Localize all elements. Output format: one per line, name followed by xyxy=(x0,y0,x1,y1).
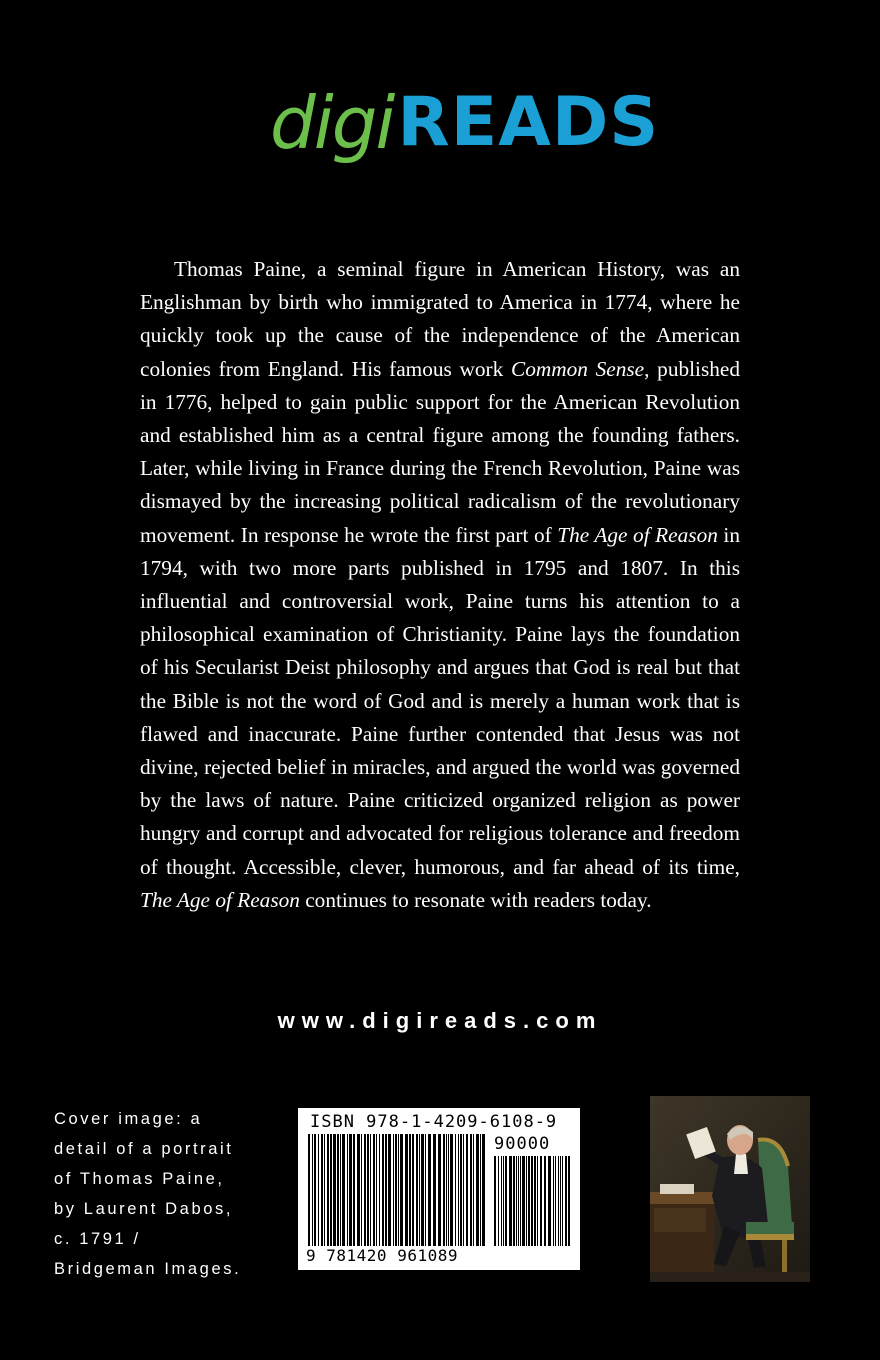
barcode-bar xyxy=(416,1134,418,1246)
barcode-addon-bar xyxy=(548,1156,551,1246)
credit-line: Cover image: a xyxy=(54,1110,203,1128)
barcode-bar xyxy=(433,1134,436,1246)
blurb-part-3: in 1794, with two more parts published in 1795 and 1807. In this influential and controversial work, Paine turns his attention to a philosophical examination of Christianity. Paine lays the foundation of his Secularist Deist philosophy and argues that God is real but that the Bible is not the word of God and is merely a human work that is flawed and inaccurate. Paine further contended that Jesus was not divine, rejected belief in miracles, and argued the world was governed by the laws of nature. Paine criticized organized religion as power hungry and corrupt and advocated for religious tolerance and freedom of thought. Accessible, clever, humorous, and far ahead of its time, xyxy=(140,522,740,879)
barcode-bar xyxy=(405,1134,408,1246)
barcode-bar xyxy=(353,1134,355,1246)
credit-line: c. 1791 / xyxy=(54,1230,141,1248)
barcode-bar xyxy=(370,1134,371,1246)
barcode-bar xyxy=(425,1134,426,1246)
barcode-bar xyxy=(308,1134,310,1246)
barcode-bar xyxy=(482,1134,485,1246)
barcode-bar xyxy=(428,1134,431,1246)
barcode-addon-bar xyxy=(498,1156,499,1246)
barcode-addon-bar xyxy=(509,1156,512,1246)
barcode-bar xyxy=(379,1134,380,1246)
barcode-bar xyxy=(450,1134,453,1246)
barcode-bar xyxy=(373,1134,375,1246)
barcode-bar xyxy=(333,1134,336,1246)
website-url: www.digireads.com xyxy=(277,1008,603,1033)
barcode-bar xyxy=(357,1134,360,1246)
barcode-bar xyxy=(382,1134,384,1246)
barcode-bar xyxy=(443,1134,445,1246)
blurb-title-age-of-reason: The Age of Reason xyxy=(557,522,718,547)
barcode-bar xyxy=(388,1134,391,1246)
barcode-bar xyxy=(327,1134,329,1246)
barcode-addon-bar xyxy=(503,1156,504,1246)
barcode-bar xyxy=(400,1134,403,1246)
logo-reads-text: READS xyxy=(397,83,660,162)
credit-line: detail of a portrait xyxy=(54,1140,234,1158)
barcode-bar xyxy=(395,1134,397,1246)
barcode-addon-bar xyxy=(531,1156,533,1246)
barcode-addon-bar xyxy=(560,1156,561,1246)
barcode-bar xyxy=(448,1134,449,1246)
barcode-bar xyxy=(337,1134,339,1246)
barcode-addon-bar xyxy=(565,1156,567,1246)
barcode-addon-bar xyxy=(516,1156,517,1246)
barcode-bar xyxy=(340,1134,341,1246)
barcode-bar xyxy=(324,1134,325,1246)
barcode-bar xyxy=(361,1134,362,1246)
barcode-addon-bar xyxy=(555,1156,556,1246)
barcode-bar xyxy=(314,1134,316,1246)
barcode-bar xyxy=(347,1134,348,1246)
barcode-number: 9 781420 961089 xyxy=(306,1246,458,1265)
barcode-bar xyxy=(458,1134,459,1246)
barcode-addon-bar xyxy=(534,1156,536,1246)
isbn-label: ISBN 978-1-4209-6108-9 xyxy=(310,1112,558,1132)
isbn-barcode xyxy=(298,1108,580,1270)
barcode-bar xyxy=(455,1134,456,1246)
barcode-addon-bar xyxy=(544,1156,546,1246)
cover-image-credit xyxy=(54,1104,274,1284)
thomas-paine-portrait-icon xyxy=(650,1096,810,1282)
barcode-addon-bar xyxy=(553,1156,554,1246)
barcode-addon-bar xyxy=(537,1156,538,1246)
barcode-addon-bar xyxy=(522,1156,525,1246)
barcode-addon-bar xyxy=(494,1156,496,1246)
barcode-bar xyxy=(398,1134,399,1246)
barcode-bar xyxy=(446,1134,447,1246)
credit-line: Bridgeman Images. xyxy=(54,1260,242,1278)
barcode-bar xyxy=(480,1134,481,1246)
barcode-addon-bar xyxy=(528,1156,530,1246)
barcode-bar xyxy=(318,1134,319,1246)
barcode-bar xyxy=(321,1134,323,1246)
barcode-addon-bar xyxy=(540,1156,542,1246)
barcode-addon-bar xyxy=(513,1156,515,1246)
barcode-addon-bar xyxy=(501,1156,502,1246)
blurb-part-4: continues to resonate with readers today. xyxy=(299,887,652,912)
barcode-bar xyxy=(419,1134,420,1246)
credit-line: of Thomas Paine, xyxy=(54,1170,225,1188)
barcode-bar xyxy=(421,1134,424,1246)
barcode-bar xyxy=(385,1134,387,1246)
digireads-logo xyxy=(270,68,660,178)
blurb-title-age-of-reason-2: The Age of Reason xyxy=(140,887,300,912)
book-description xyxy=(140,253,740,917)
barcode-addon-bar xyxy=(518,1156,519,1246)
barcode-bar xyxy=(367,1134,369,1246)
barcode-bar xyxy=(438,1134,441,1246)
barcode-bar xyxy=(412,1134,414,1246)
barcode-bar xyxy=(312,1134,313,1246)
barcode-addon-bar xyxy=(526,1156,527,1246)
blurb-title-common-sense: Common Sense xyxy=(511,356,645,381)
barcode-addon-bar xyxy=(568,1156,570,1246)
barcode-bar xyxy=(473,1134,474,1246)
blurb-part-1: Thomas Paine, a seminal figure in American History, was an Englishman by birth who immigrated to America in 1774, where he quickly took up the cause of the independence of the American colonies from England. His famous work xyxy=(140,257,740,381)
logo-digi-text: digi xyxy=(270,81,394,165)
barcode-bar xyxy=(376,1134,377,1246)
barcode-addon-bar xyxy=(558,1156,559,1246)
barcode-bar xyxy=(476,1134,479,1246)
barcode-bar xyxy=(342,1134,345,1246)
credit-line: by Laurent Dabos, xyxy=(54,1200,234,1218)
barcode-bar xyxy=(460,1134,462,1246)
barcode-bar xyxy=(330,1134,332,1246)
barcode-addon-bar xyxy=(505,1156,507,1246)
barcode-bar xyxy=(349,1134,352,1246)
barcode-bar xyxy=(470,1134,472,1246)
barcode-addon-bar xyxy=(562,1156,563,1246)
barcode-bar xyxy=(409,1134,411,1246)
barcode-bar xyxy=(364,1134,366,1246)
blurb-part-2: , published in 1776, helped to gain public support for the American Revolution and established him as a central figure among the founding fathers. Later, while living in France during the French Revolution, Paine was dismayed by the increasing political radicalism of the revolutionary movement. In response he wrote the first part of xyxy=(140,356,740,547)
barcode-bar xyxy=(463,1134,464,1246)
price-addon-digits: 90000 xyxy=(494,1134,551,1154)
barcode-addon-bar xyxy=(520,1156,521,1246)
barcode-bar xyxy=(393,1134,394,1246)
barcode-bar xyxy=(466,1134,468,1246)
